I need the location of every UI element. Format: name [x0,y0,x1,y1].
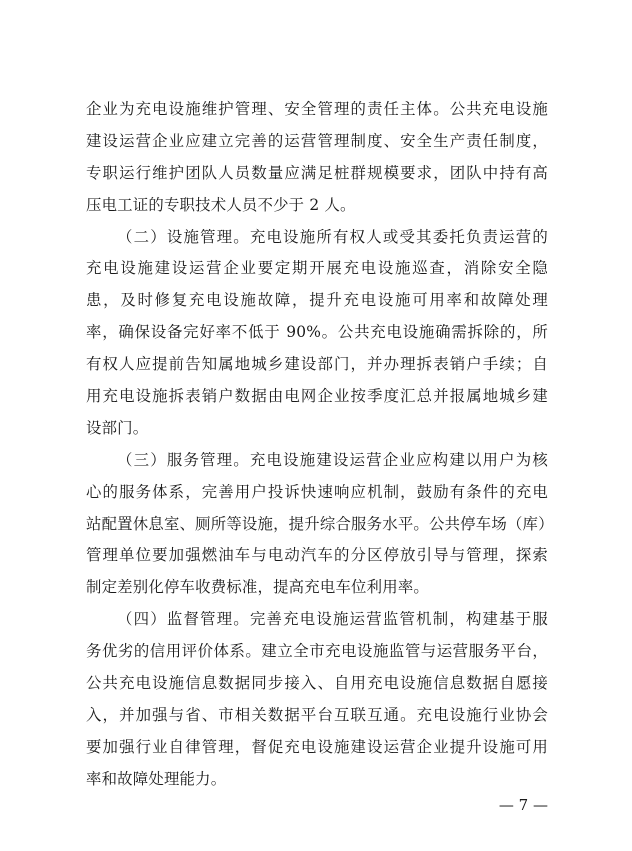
paragraph-4-line-1-text: 完善充电设施运营监管机制，构建基于服 [249,610,548,629]
section-label-facility-management: （二）设施管理。 [117,227,250,246]
paragraph-4-line-1 [86,604,548,636]
paragraph-4-line-4: 入，并加强与省、市相关数据平台互联互通。充电设施行业协会 [86,705,548,724]
paragraph-1-line-2: 建设运营企业应建立完善的运营管理制度、安全生产责任制度， [86,131,548,150]
paragraph-2-line-5: 有权人应提前告知属地城乡建设部门，并办理拆表销户手续；自 [86,355,548,374]
section-label-service-management: （三）服务管理。 [117,450,250,469]
paragraph-2-line-3: 患，及时修复充电设施故障，提升充电设施可用率和故障处理 [86,291,548,310]
paragraph-2-line-7: 设部门。 [86,418,149,437]
section-label-supervision-management: （四）监督管理。 [117,610,250,629]
paragraph-4-line-2: 务优劣的信用评价体系。建立全市充电设施监管与运营服务平台， [86,642,548,661]
paragraph-2-line-1 [86,222,548,254]
paragraph-1-line-1: 企业为充电设施维护管理、安全管理的责任主体。公共充电设施 [86,100,548,118]
paragraph-2-line-1-text: 充电设施所有权人或受其委托负责运营的 [249,227,548,246]
paragraph-4-line-5: 要加强行业自律管理，督促充电设施建设运营企业提升设施可用 [86,737,548,756]
paragraph-2-line-6: 用充电设施拆表销户数据由电网企业按季度汇总并报属地城乡建 [86,387,548,406]
paragraph-4-line-3: 公共充电设施信息数据同步接入、自用充电设施信息数据自愿接 [86,674,548,693]
paragraph-3-line-4: 管理单位要加强燃油车与电动汽车的分区停放引导与管理，探索 [86,546,548,565]
paragraph-2-line-2: 充电设施建设运营企业要定期开展充电设施巡查，消除安全隐 [86,259,548,278]
paragraph-3-line-1-text: 充电设施建设运营企业应构建以用户为核 [249,450,548,469]
paragraph-2-line-4: 率，确保设备完好率不低于 90%。公共充电设施确需拆除的，所 [86,323,548,342]
body-text [86,94,554,796]
paragraph-1-line-4: 压电工证的专职技术人员不少于 2 人。 [86,195,356,214]
paragraph-3-line-3: 站配置休息室、厕所等设施，提升综合服务水平。公共停车场（库） [86,514,554,533]
paragraph-4-line-6: 率和故障处理能力。 [86,769,227,788]
paragraph-3-line-1 [86,445,548,477]
paragraph-3-line-5: 制定差别化停车收费标准，提高充电车位利用率。 [86,578,429,597]
paragraph-1-line-3: 专职运行维护团队人员数量应满足桩群规模要求，团队中持有高 [86,163,548,182]
page-number: — 7 — [498,796,548,814]
paragraph-3-line-2: 心的服务体系，完善用户投诉快速响应机制，鼓励有条件的充电 [86,482,548,501]
